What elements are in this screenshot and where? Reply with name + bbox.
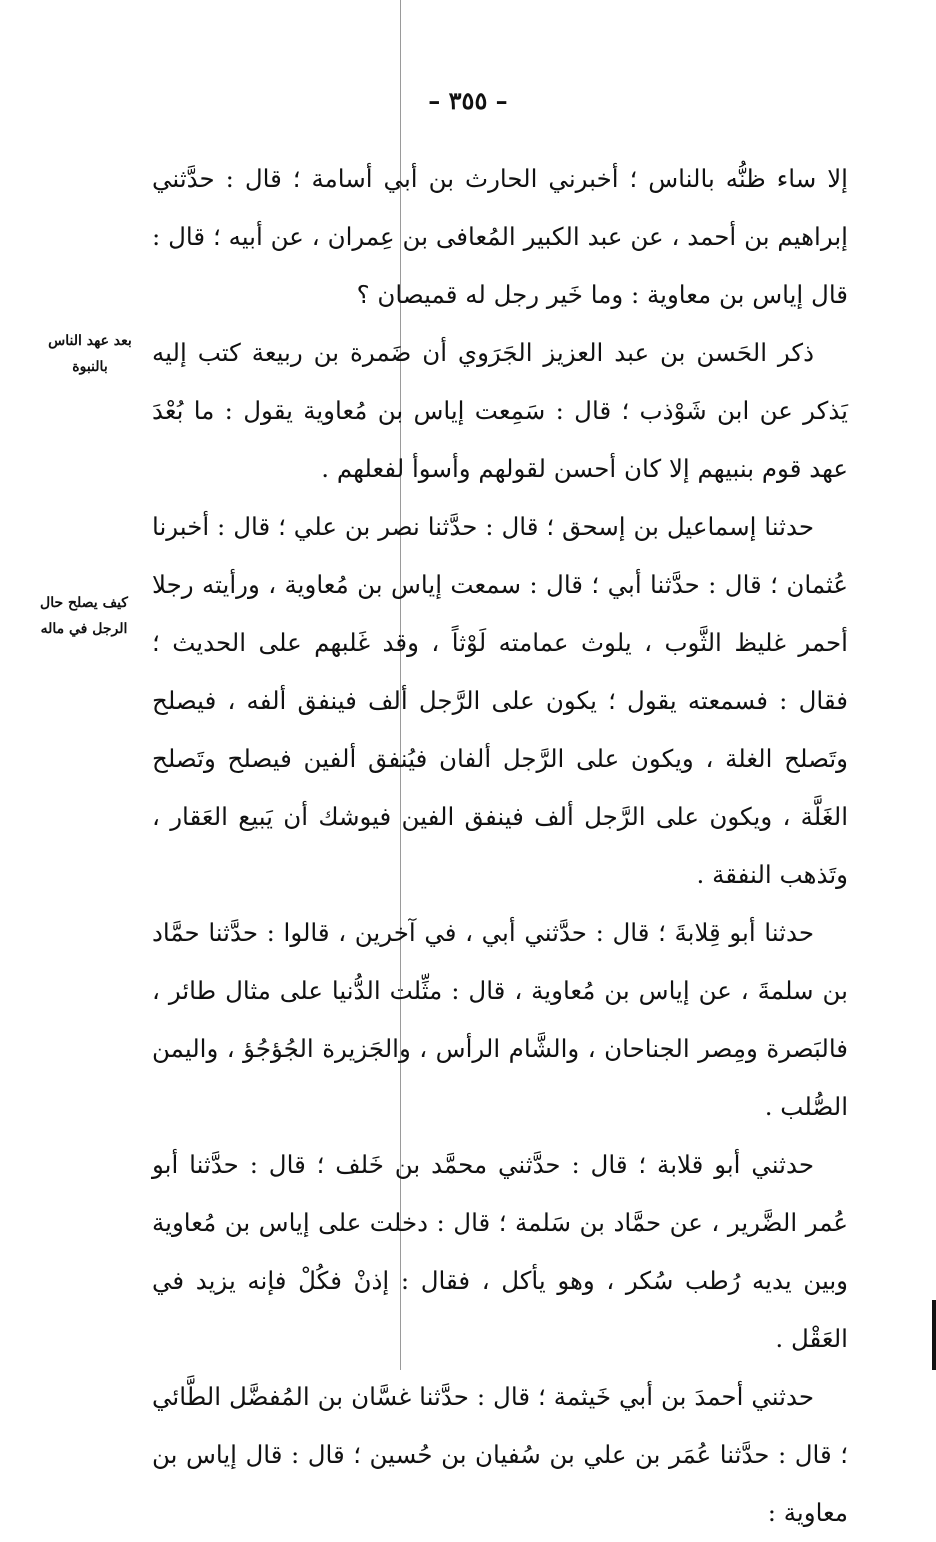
paragraph: ذكر الحَسن بن عبد العزيز الجَرَوي أن ضَمرة بن ربيعة كتب إليه يَذكر عن ابن شَوْذب ؛ قال : سَمِعت إياس بن مُعاوية يقول : ما بُعْدَ عهد قوم بنبيهم إلا كان أحسن لقولهم وأسوأ لفعلهم .	[152, 338, 848, 483]
page-number: – ٣٥٥ –	[428, 86, 508, 115]
paragraph: حدثنا إسماعيل بن إسحق ؛ قال : حدَّثنا نصر بن علي ؛ قال : أخبرنا عُثمان ؛ قال : حدَّثنا أبي ؛ قال : سمعت إياس بن مُعاوية ، ورأيته رجلا أحمر غليظ الثَّوب ، يلوث عمامته لَوْثاً ، وقد غَلبهم على الحديث ؛ فقال : فسمعته يقول ؛ يكون على الرَّجل ألف فينفق ألفه ، فيصلح وتَصلح الغلة ، ويكون على الرَّجل ألفان فيُنفق ألفين فيصلح وتَصلح الغَلَّة ، ويكون على الرَّجل ألف فينفق الفين فيوشك أن يَبيع العَقار ، وتَذهب النفقة .	[152, 512, 848, 889]
paragraph: حدثني أبو قلابة ؛ قال : حدَّثني محمَّد بن خَلف ؛ قال : حدَّثنا أبو عُمر الضَّرير ، عن حمَّاد بن سَلمة ؛ قال : دخلت على إياس بن مُعاوية وبين يديه رُطب سُكر ، وهو يأكل ، فقال : إذنْ فكُلْ فإنه يزيد في العَقْل .	[152, 1150, 848, 1353]
paragraph: إلا ساء ظنُّه بالناس ؛ أخبرني الحارث بن أبي أسامة ؛ قال : حدَّثني إبراهيم بن أحمد ، عن عبد الكبير المُعافى بن عِمران ، عن أبيه ؛ قال : قال إياس بن معاوية : وما خَير رجل له قميصان ؟	[152, 164, 848, 309]
paragraph: حدثنا أبو قِلابةَ ؛ قال : حدَّثني أبي ، في آخرين ، قالوا : حدَّثنا حمَّاد بن سلمةَ ، عن إياس بن مُعاوية ، قال : مثِّلت الدُّنيا على مثال طائر ، فالبَصرة ومِصر الجناحان ، والشَّام الرأس ، والجَزيرة الجُؤجُؤ ، واليمن الصُّلب .	[152, 918, 848, 1121]
body-text	[152, 150, 848, 1542]
margin-note-prophecy: بعد عهد الناس بالنبوة	[48, 333, 132, 375]
page-edge-mark	[932, 1300, 936, 1370]
margin-note-wealth: كيف يصلح حال الرجل في ماله	[40, 595, 128, 637]
paragraph: حدثني أحمدَ بن أبي خَيثمة ؛ قال : حدَّثنا غسَّان بن المُفضَّل الطَّائي ؛ قال : حدَّثنا عُمَر بن علي بن سُفيان بن حُسين ؛ قال : قال إياس بن معاوية :	[152, 1382, 848, 1527]
